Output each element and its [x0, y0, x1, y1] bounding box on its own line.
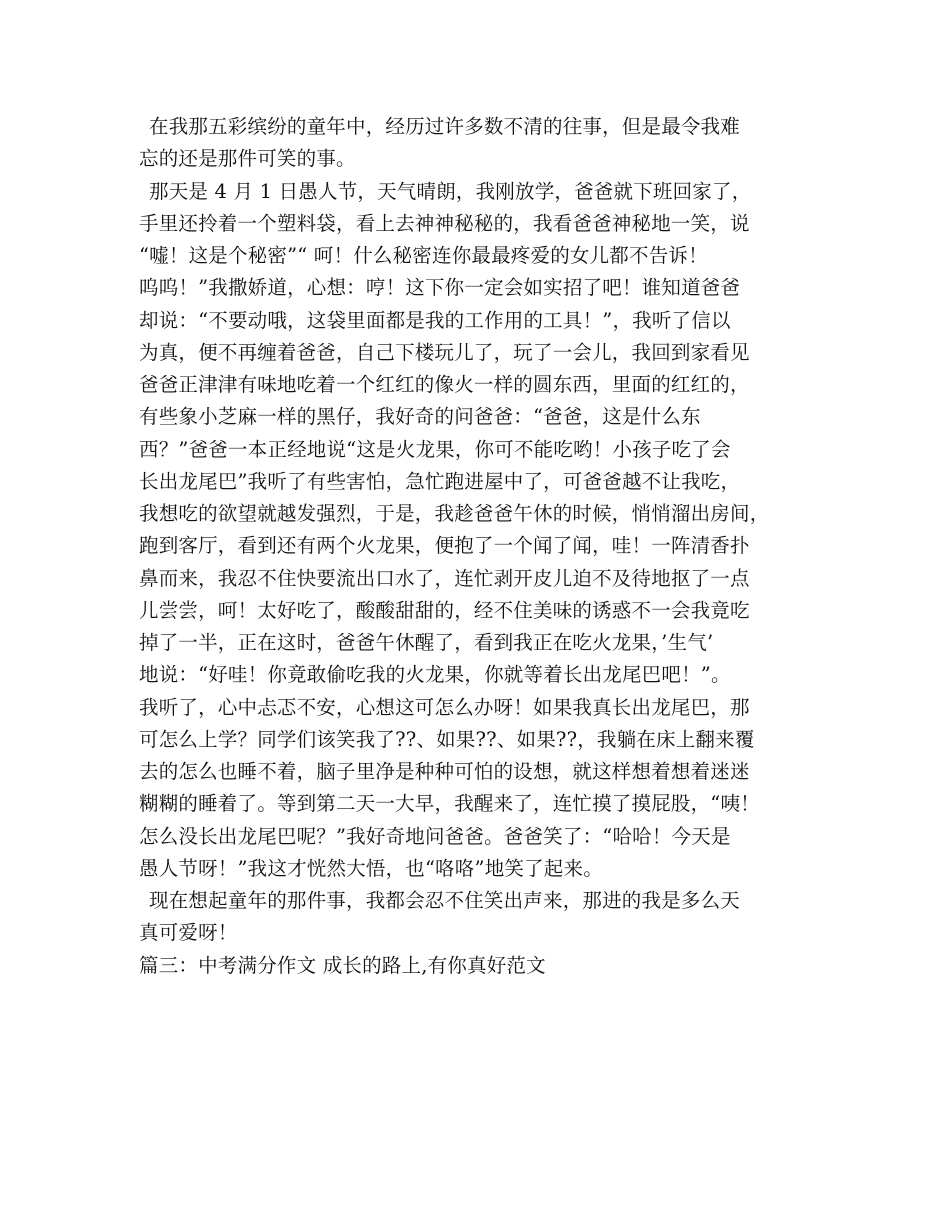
text-line: 手里还拎着一个塑料袋，看上去神神秘秘的，我看爸爸神秘地一笑，说	[139, 211, 750, 235]
text-line: 儿尝尝，呵！太好吃了，酸酸甜甜的，经不住美味的诱惑不一会我竟吃	[139, 598, 750, 622]
section-heading: 篇三：中考满分作文 成长的路上,有你真好范文	[139, 953, 546, 977]
text-line: 真可爱呀！	[139, 921, 238, 945]
text-line: 现在想起童年的那件事，我都会忍不住笑出声来，那进的我是多么天	[149, 889, 741, 912]
text-line: 怎么没长出龙尾巴呢？”我好奇地问爸爸。爸爸笑了：“哈哈！今天是	[139, 824, 731, 848]
text-line: 地说：“好哇！你竟敢偷吃我的火龙果，你就等着长出龙尾巴吧！”。	[139, 663, 731, 687]
text-line: 掉了一半，正在这时，爸爸午休醒了，看到我正在吃火龙果，’生气’	[139, 631, 714, 654]
text-line: 西？”爸爸一本正经地说“这是火龙果，你可不能吃哟！小孩子吃了会	[139, 437, 731, 461]
text-line: 鼻而来，我忍不住快要流出口水了，连忙剥开皮儿迫不及待地抠了一点	[139, 566, 750, 590]
text-line: 爸爸正津津有味地吃着一个红红的像火一样的圆东西，里面的红红的，	[139, 373, 750, 396]
text-line: “嘘！这是个秘密”“ 呵！什么秘密连你最最疼爱的女儿都不告诉！	[139, 244, 708, 267]
text-line: 在我那五彩缤纷的童年中，经历过许多数不清的往事，但是最令我难	[149, 115, 741, 138]
text-line: 那天是 4 月 1 日愚人节，天气晴朗，我刚放学，爸爸就下班回家了，	[149, 179, 752, 203]
text-line: 去的怎么也睡不着，脑子里净是种种可怕的设想，就这样想着想着迷迷	[139, 760, 750, 783]
text-line: 跑到客厅，看到还有两个火龙果，便抱了一个闻了闻，哇！一阵清香扑	[139, 534, 750, 558]
text-line: 呜呜！”我撒娇道，心想：哼！这下你一定会如实招了吧！谁知道爸爸	[139, 276, 741, 300]
text-line: 糊糊的睡着了。等到第二天一大早，我醒来了，连忙摸了摸屁股，“咦！	[139, 792, 760, 816]
text-line: 忘的还是那件可笑的事。	[139, 147, 356, 171]
text-line: 为真，便不再缠着爸爸，自己下楼玩儿了，玩了一会儿，我回到家看见	[139, 340, 750, 364]
text-line: 愚人节呀！”我这才恍然大悟，也“咯咯”地笑了起来。	[139, 856, 603, 880]
text-line: 却说：“不要动哦，这袋里面都是我的工作用的工具！”，我听了信以	[139, 308, 731, 332]
text-line: 长出龙尾巴”我听了有些害怕，急忙跑进屋中了，可爸爸越不让我吃，	[139, 469, 741, 493]
text-line: 可怎么上学？同学们该笑我了??、如果??、如果??，我躺在床上翻来覆	[139, 727, 755, 751]
text-line: 我想吃的欲望就越发强烈，于是，我趁爸爸午休的时候，悄悄溜出房间，	[139, 502, 770, 525]
text-line: 有些象小芝麻一样的黑仔，我好奇的问爸爸：“爸爸，这是什么东	[139, 405, 701, 429]
text-line: 我听了，心中忐忑不安，心想这可怎么办呀！如果我真长出龙尾巴，那	[139, 695, 750, 719]
